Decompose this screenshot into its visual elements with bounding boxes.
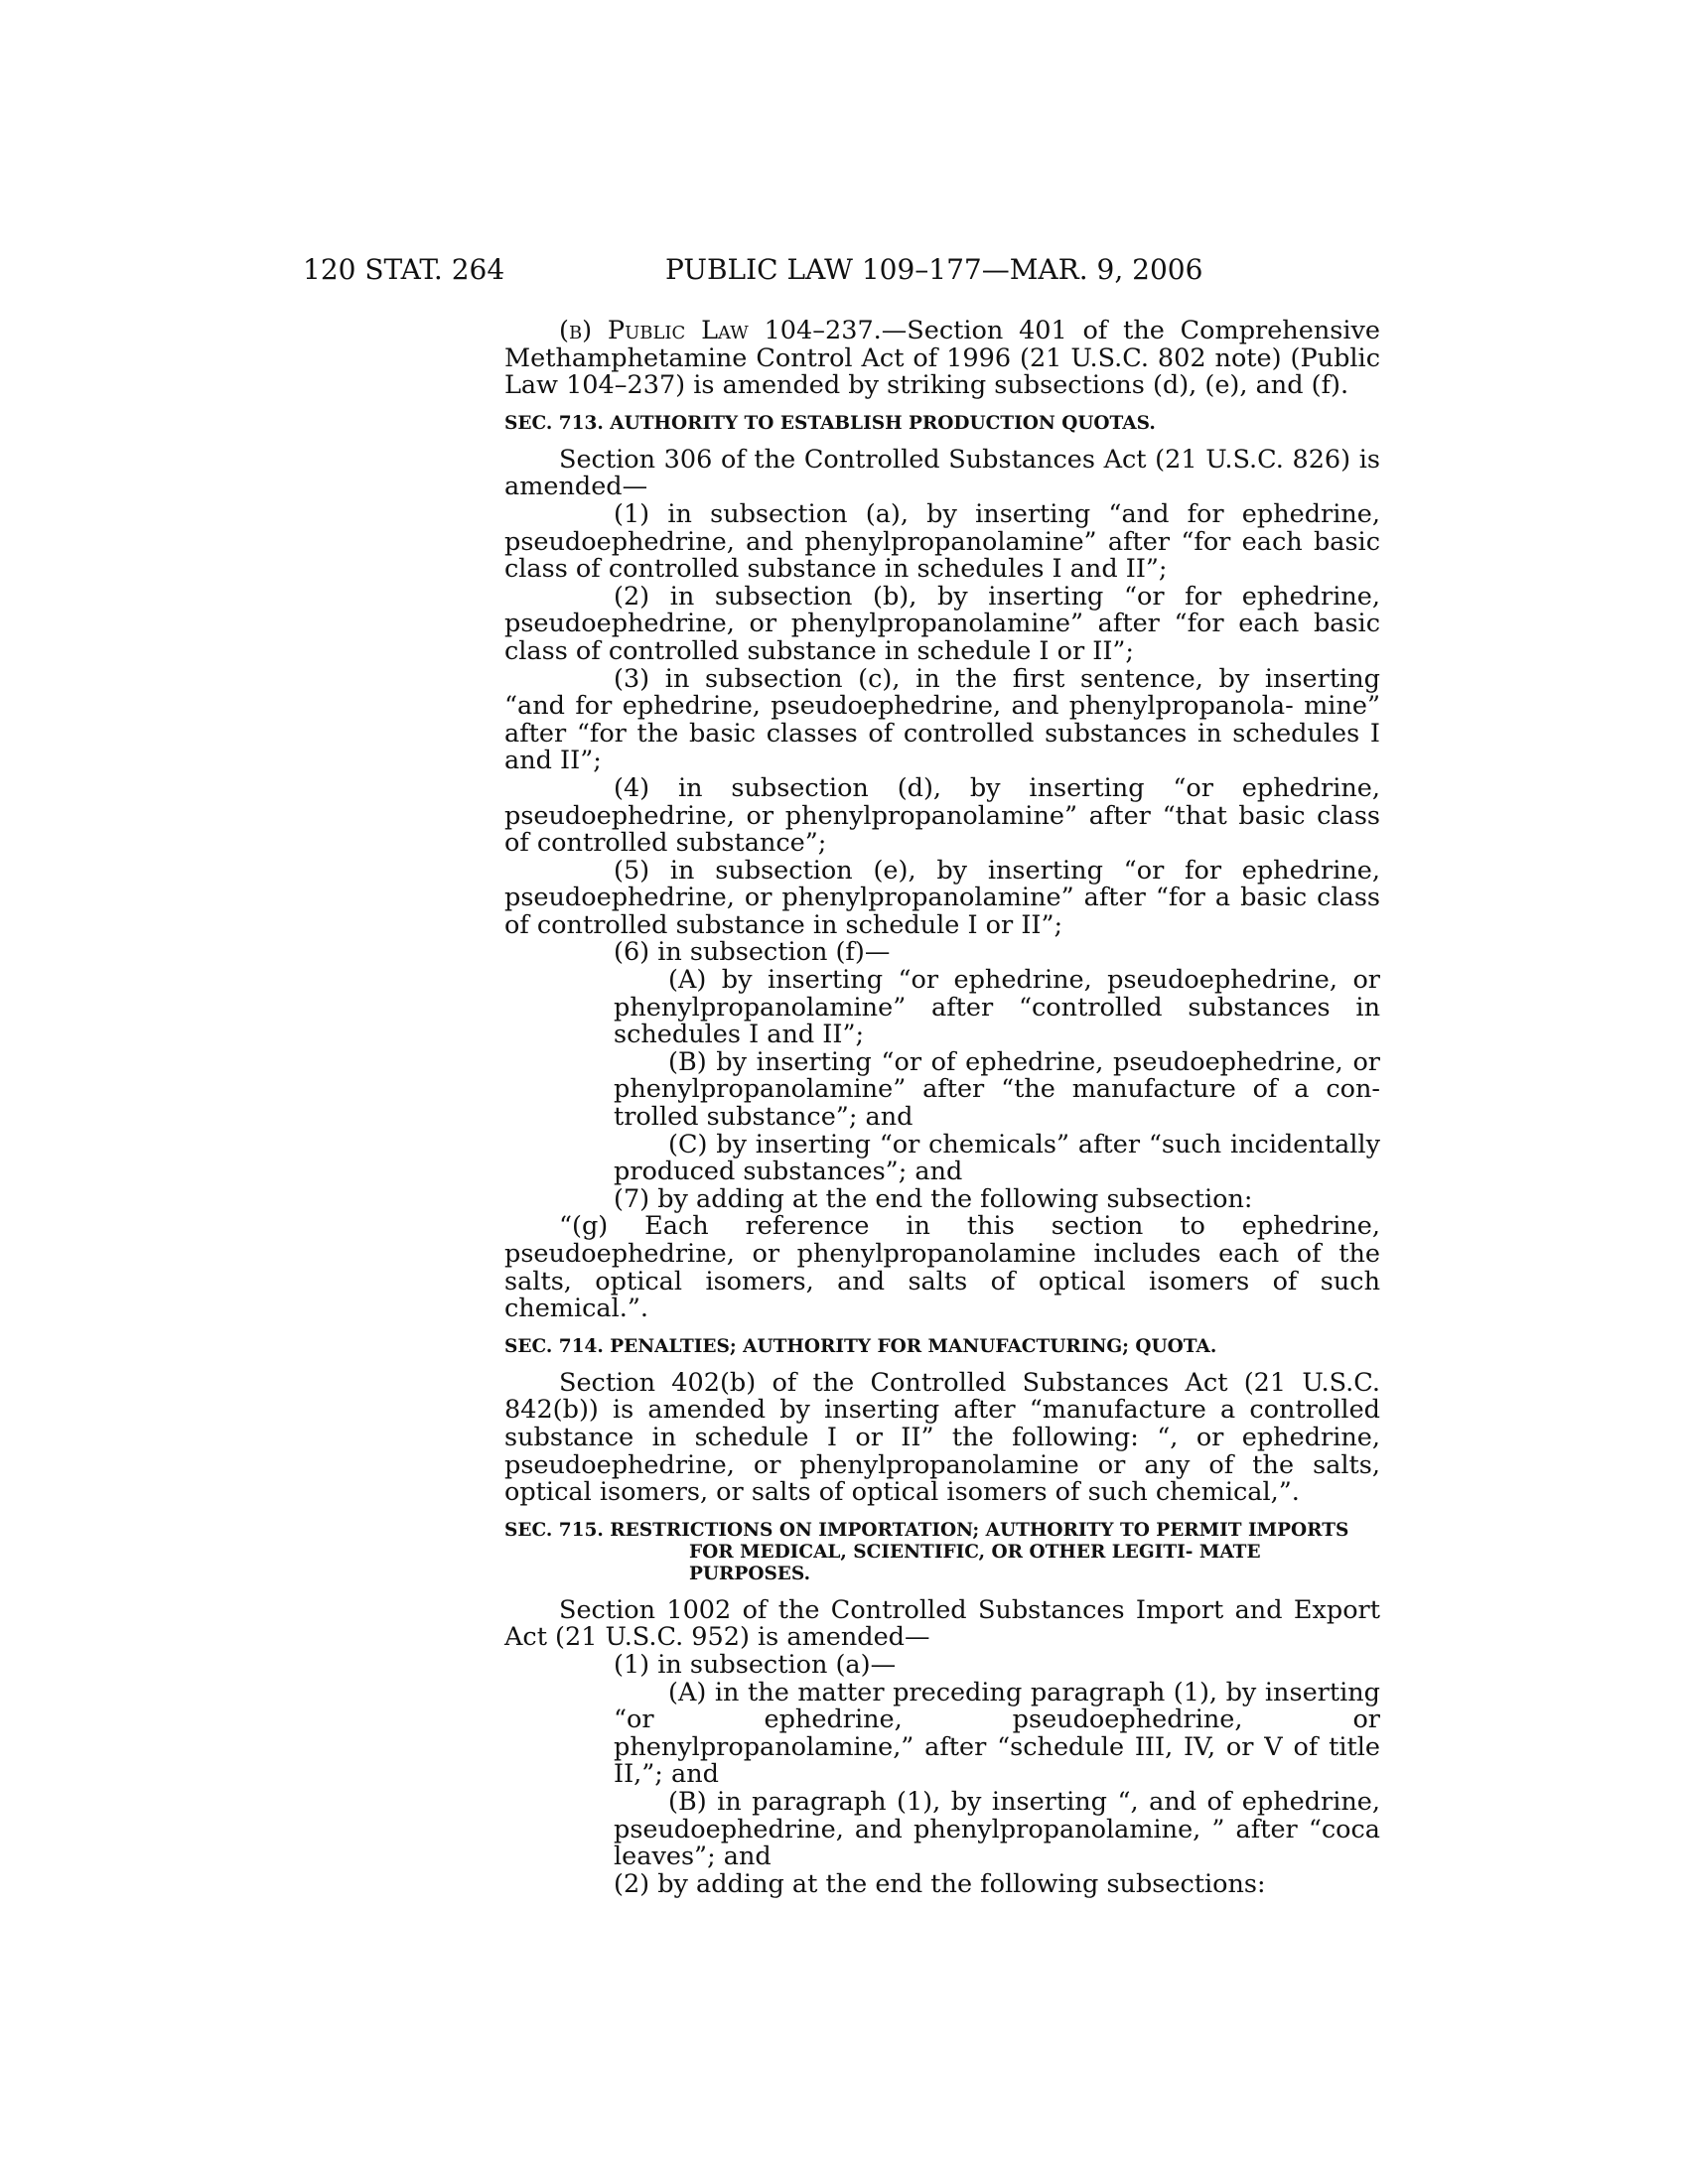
paragraph-text: —Section 401 of the Comprehensive Methamphetamine Control Act of 1996 (21 U.S.C. 802 note) (Public Law 104–237) is amended by striking subsections (d), (e), and (f).	[504, 316, 1380, 401]
public-law-title: PUBLIC LAW 109–177—MAR. 9, 2006	[665, 253, 1203, 286]
section-715-item-1a: (A) in the matter preceding paragraph (1), by inserting “or ephedrine, pseudoephedrine, or phenylpropanolamine,” after “schedule III, IV, or V of title II,”; and	[614, 1677, 1380, 1790]
section-713-item-6b: (B) by inserting “or of ephedrine, pseudoephedrine, or phenylpropanolamine” after “the manufacture of a con- trolled substance”; and	[614, 1046, 1380, 1133]
section-713-item-7: (7) by adding at the end the following subsection:	[614, 1183, 1253, 1214]
statute-page-reference: 120 STAT. 264	[303, 253, 505, 286]
section-714-heading: SEC. 714. PENALTIES; AUTHORITY FOR MANUFACTURING; QUOTA.	[504, 1335, 1217, 1357]
page-header	[303, 250, 1380, 290]
section-715-intro: Section 1002 of the Controlled Substances Import and Export Act (21 U.S.C. 952) is amended—	[504, 1594, 1380, 1653]
section-715-heading: SEC. 715. RESTRICTIONS ON IMPORTATION; AUTHORITY TO PERMIT IMPORTS FOR MEDICAL, SCIENTIFIC, OR OTHER LEGITI- MATE PURPOSES.	[504, 1519, 1349, 1584]
document-body	[504, 318, 1380, 1898]
paragraph-public-law-104-237	[504, 318, 1380, 400]
section-713-item-1: (1) in subsection (a), by inserting “and for ephedrine, pseudoephedrine, and phenylpropanolamine” after “for each basic class of controlled substance in schedules I and II”;	[504, 498, 1380, 585]
section-713-item-2: (2) in subsection (b), by inserting “or for ephedrine, pseudoephedrine, or phenylpropanolamine” after “for each basic class of controlled substance in schedule I or II”;	[504, 581, 1380, 666]
paragraph-label: (b) Public Law 104–237.	[559, 316, 882, 345]
section-715-item-1: (1) in subsection (a)—	[614, 1649, 897, 1680]
section-715-item-1b: (B) in paragraph (1), by inserting “, and of ephedrine, pseudoephedrine, and phenylpropanolamine, ” after “coca leaves”; and	[614, 1786, 1380, 1872]
section-713-subsection-g: “(g) Each reference in this section to ephedrine, pseudoephedrine, or phenylpropanolamine includes each of the salts, optical isomers, and salts of optical isomers of such chemical.”.	[504, 1211, 1380, 1324]
section-713-item-3: (3) in subsection (c), in the first sentence, by inserting “and for ephedrine, pseudoephedrine, and phenylpropanola- mine” after “for the basic classes of controlled substances in schedules I and II”;	[504, 663, 1380, 776]
section-713-item-6c: (C) by inserting “or chemicals” after “such incidentally produced substances”; and	[614, 1129, 1380, 1187]
section-715-item-2: (2) by adding at the end the following subsections:	[614, 1868, 1266, 1899]
section-713-item-6: (6) in subsection (f)—	[614, 937, 891, 968]
section-713-item-6a: (A) by inserting “or ephedrine, pseudoephedrine, or phenylpropanolamine” after “controlled substances in schedules I and II”;	[614, 965, 1380, 1050]
section-713-item-5: (5) in subsection (e), by inserting “or for ephedrine, pseudoephedrine, or phenylpropanolamine” after “for a basic class of controlled substance in schedule I or II”;	[504, 855, 1380, 940]
section-713-item-4: (4) in subsection (d), by inserting “or ephedrine, pseudoephedrine, or phenylpropanolamine” after “that basic class of controlled substance”;	[504, 772, 1380, 859]
section-713-heading: SEC. 713. AUTHORITY TO ESTABLISH PRODUCTION QUOTAS.	[504, 412, 1156, 434]
section-713-intro: Section 306 of the Controlled Substances Act (21 U.S.C. 826) is amended—	[504, 444, 1380, 502]
section-714-text: Section 402(b) of the Controlled Substances Act (21 U.S.C. 842(b)) is amended by inserting after “manufacture a controlled substance in schedule I or II” the following: “, or ephedrine, pseudoephedrine, or phenylpropanolamine or any of the salts, optical isomers, or salts of optical isomers of such chemical,”.	[504, 1367, 1380, 1508]
